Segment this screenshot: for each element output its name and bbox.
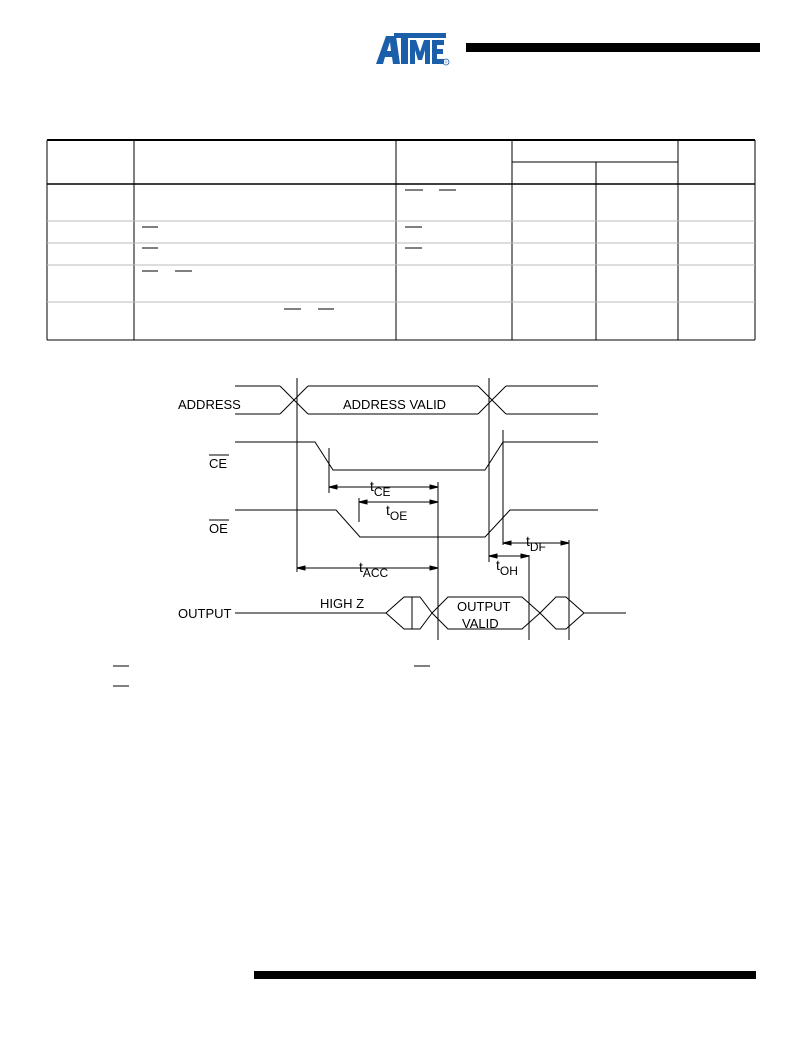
t-df-label: tDF bbox=[526, 533, 546, 554]
t-oh-label: tOH bbox=[496, 557, 518, 578]
footer-rule bbox=[254, 971, 756, 979]
address-valid-label: ADDRESS VALID bbox=[343, 397, 447, 412]
ce-label: CE bbox=[209, 456, 228, 471]
registered-mark: ® bbox=[444, 60, 448, 65]
output-valid-line1: OUTPUT bbox=[457, 599, 511, 614]
output-valid-line2: VALID bbox=[462, 616, 499, 631]
output-label: OUTPUT bbox=[178, 606, 232, 621]
t-oe-label: tOE bbox=[386, 502, 408, 523]
t-acc-label: tACC bbox=[359, 559, 389, 580]
t-ce-label: tCE bbox=[370, 478, 391, 499]
oe-label: OE bbox=[209, 521, 228, 536]
high-z-label: HIGH Z bbox=[320, 596, 365, 611]
address-label: ADDRESS bbox=[178, 397, 241, 412]
